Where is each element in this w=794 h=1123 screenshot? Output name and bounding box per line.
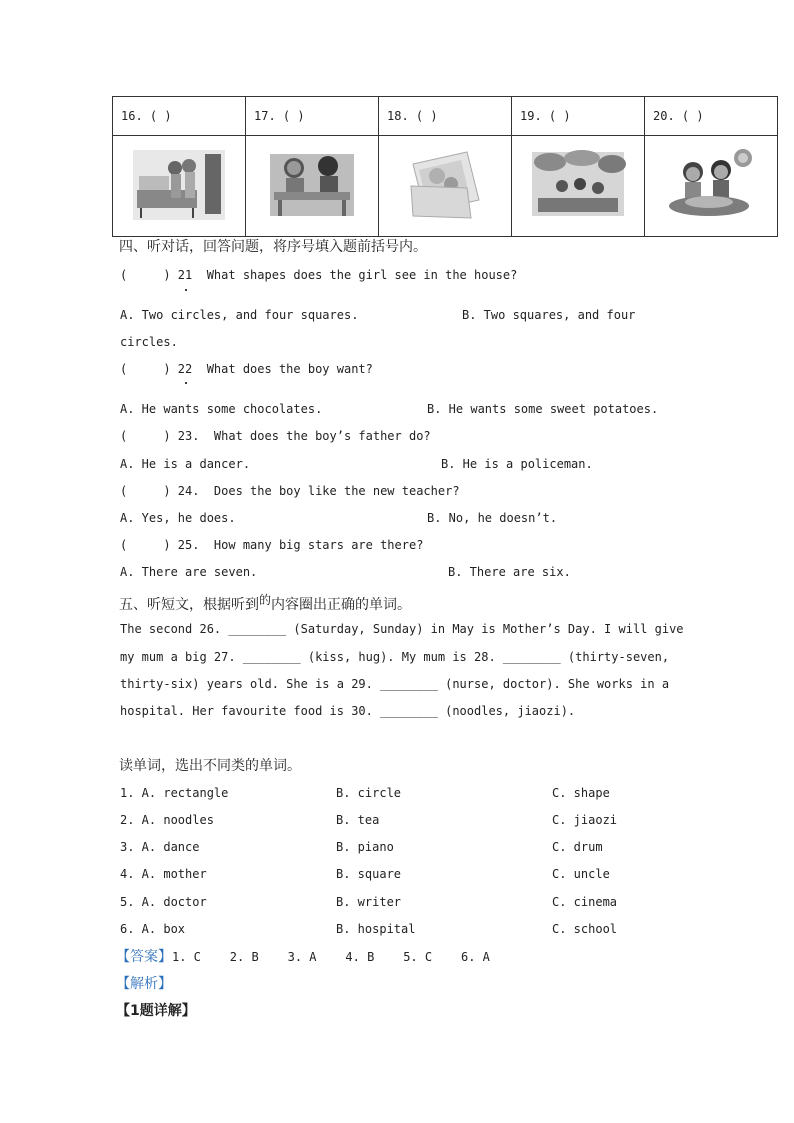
q25-option-b: B. There are six. <box>448 565 571 579</box>
emphasis-dot <box>185 289 187 291</box>
analysis-label: 【解析】 <box>116 976 172 992</box>
children-at-desk-image <box>264 146 360 222</box>
answer-label: 【答案】 <box>116 949 172 965</box>
hospital-scene-image <box>131 146 227 222</box>
cell-20: 20. ( ) <box>645 97 778 136</box>
q25-option-a: A. There are seven. <box>120 565 258 579</box>
q22-option-b: B. He wants some sweet potatoes. <box>427 402 659 416</box>
word-row-4-b: B. square <box>336 867 402 881</box>
question-21: ( ) 21 What shapes does the girl see in the house? <box>120 268 518 282</box>
question-24: ( ) 24. Does the boy like the new teacher? <box>120 484 460 498</box>
detail-label: 【1题详解】 <box>116 1003 196 1019</box>
word-row-5-c: C. cinema <box>552 895 618 909</box>
word-row-6-a: 6. A. box <box>120 922 186 936</box>
q23-option-b: B. He is a policeman. <box>441 457 593 471</box>
question-22: ( ) 22 What does the boy want? <box>120 362 373 376</box>
word-row-4-a: 4. A. mother <box>120 867 207 881</box>
word-row-4-c: C. uncle <box>552 867 610 881</box>
q21-option-b-cont: circles. <box>120 335 178 349</box>
word-row-3-b: B. piano <box>336 840 394 854</box>
word-row-2-c: C. jiaozi <box>552 813 618 827</box>
answer-line <box>116 946 490 966</box>
word-row-5-b: B. writer <box>336 895 402 909</box>
emphasis-dot <box>185 382 187 384</box>
love-card-envelope-image <box>397 146 493 222</box>
word-row-6-b: B. hospital <box>336 922 416 936</box>
q21-option-a: A. Two circles, and four squares. <box>120 308 359 322</box>
section4-heading: 四、听对话，回答问题，将序号填入题前括号内。 <box>119 239 427 255</box>
question-23: ( ) 23. What does the boy’s father do? <box>120 429 431 443</box>
word-row-3-c: C. drum <box>552 840 603 854</box>
cell-16: 16. ( ) <box>113 97 246 136</box>
passage-line-3: thirty-six) years old. She is a 29. ________ (nurse, doctor). She works in a <box>120 677 670 691</box>
word-row-1-c: C. shape <box>552 786 610 800</box>
cell-19: 19. ( ) <box>512 97 645 136</box>
word-row-5-a: 5. A. doctor <box>120 895 207 909</box>
q22-option-a: A. He wants some chocolates. <box>120 402 323 416</box>
park-picnic-image <box>530 146 626 222</box>
q24-option-b: B. No, he doesn’t. <box>427 511 558 525</box>
question-25: ( ) 25. How many big stars are there? <box>120 538 424 552</box>
passage-line-2: my mum a big 27. ________ (kiss, hug). My mum is 28. ________ (thirty-seven, <box>120 650 670 664</box>
word-row-1-a: 1. A. rectangle <box>120 786 229 800</box>
q21-option-b: B. Two squares, and four <box>462 308 636 322</box>
word-row-6-c: C. school <box>552 922 618 936</box>
cell-18: 18. ( ) <box>379 97 512 136</box>
picture-table <box>112 96 778 237</box>
children-with-food-image <box>663 146 759 222</box>
answer-text: 1. C 2. B 3. A 4. B 5. C 6. A <box>172 950 490 964</box>
word-row-2-b: B. tea <box>336 813 380 827</box>
q23-option-a: A. He is a dancer. <box>120 457 251 471</box>
word-row-1-b: B. circle <box>336 786 402 800</box>
passage-line-4: hospital. Her favourite food is 30. ________ (noodles, jiaozi). <box>120 704 576 718</box>
passage-line-1: The second 26. ________ (Saturday, Sunday) in May is Mother’s Day. I will give <box>120 622 684 636</box>
cell-17: 17. ( ) <box>246 97 379 136</box>
q24-option-a: A. Yes, he does. <box>120 511 236 525</box>
word-row-2-a: 2. A. noodles <box>120 813 214 827</box>
word-row-3-a: 3. A. dance <box>120 840 200 854</box>
section5-heading: 五、听短文，根据听到的内容圈出正确的单词。 <box>119 593 412 613</box>
section6-heading: 读单词，选出不同类的单词。 <box>119 758 301 774</box>
